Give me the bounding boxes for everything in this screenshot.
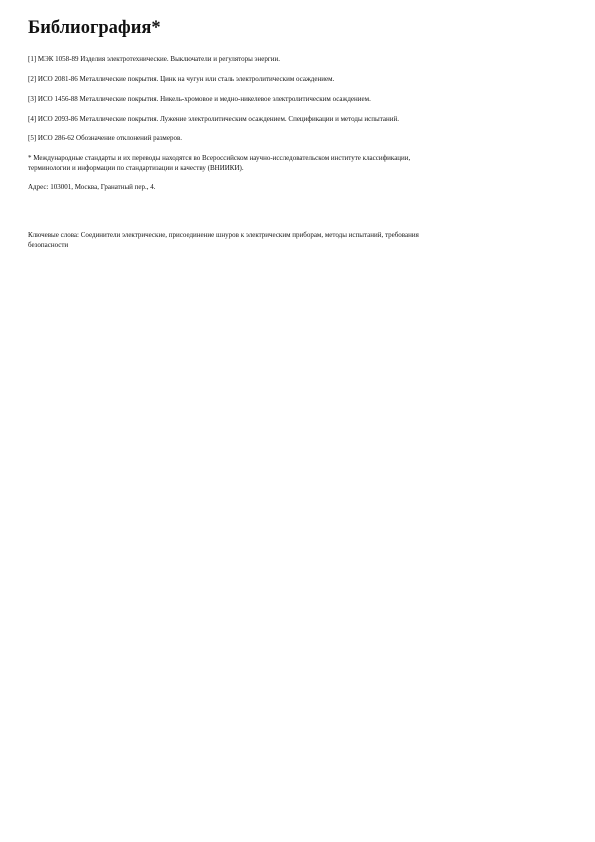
footnote-line-1: * Международные стандарты и их переводы находятся во Всероссийском научно-исследовательском институте классификации, — [28, 154, 411, 162]
reference-1: [1] МЭК 1058-89 Изделия электротехнические. Выключатели и регуляторы энергии. — [28, 55, 280, 63]
keywords-line-2: безопасности — [28, 241, 69, 249]
page-title: Библиография* — [28, 18, 161, 38]
reference-4: [4] ИСО 2093-86 Металлические покрытия. Лужение электролитическим осаждением. Спецификации и методы испытаний. — [28, 115, 399, 123]
keywords-line-1: Ключевые слова: Соединители электрические, присоединение шнуров к электрическим приборам, методы испытаний, требования — [28, 231, 419, 239]
reference-3: [3] ИСО 1456-88 Металлические покрытия. Никель-хромовое и медно-никелевое электролитическим осаждением. — [28, 95, 371, 103]
reference-5: [5] ИСО 286-62 Обозначение отклонений размеров. — [28, 134, 183, 142]
keywords — [28, 230, 558, 250]
address: Адрес: 103001, Москва, Гранатный пер., 4. — [28, 183, 156, 191]
footnote — [28, 153, 558, 173]
footnote-line-2: терминологии и информации по стандартизации и качеству (ВНИИКИ). — [28, 164, 244, 172]
reference-2: [2] ИСО 2081-86 Металлические покрытия. Цинк на чугун или сталь электролитическим осаждением. — [28, 75, 335, 83]
